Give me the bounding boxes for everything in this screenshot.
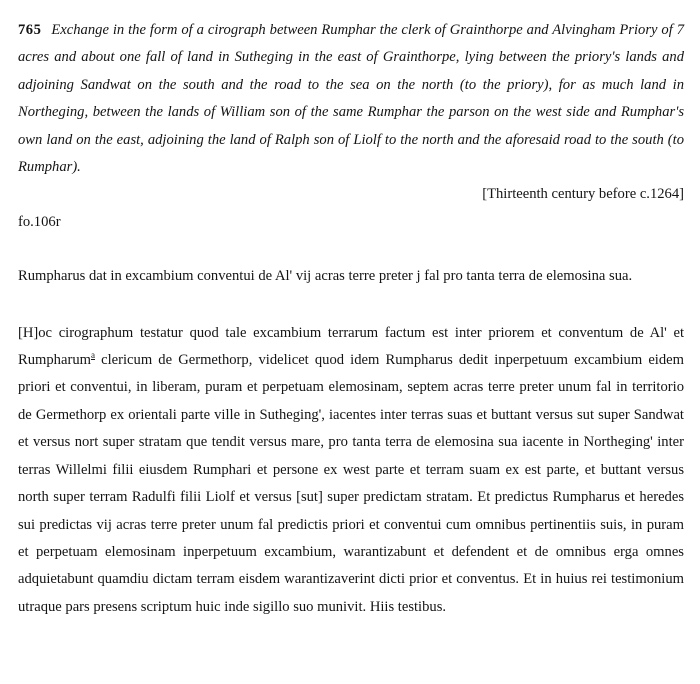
charter-text-before-note: [H]oc cirographum testatur quod tale excambium terrarum factum est inter priorem et conventum de Al' et Rumpharum xyxy=(18,324,684,369)
latin-rubric: Rumpharus dat in excambium conventui de Al' vij acras terre preter j fal pro tanta terra de elemosina sua. xyxy=(18,268,633,285)
charter-text xyxy=(18,320,684,621)
charter-text-after-note: clericum de Germethorp, videlicet quod idem Rumpharus dedit inperpetuum excambium eidem priori et conventui, in liberam, puram et perpetuam elemosinam, septem acras terre preter unum fal in territorio de Germethorp ex orientali parte ville in Sutheging', iacentes inter terras suas et buttant versus sut super Sandwat et versus nort super stratam que tendit versus mare, pro tanta terra de elemosina sua iacente in Northeging' inter terras Willelmi filii eiusdem Rumphari et persone ex west parte et terram suam ex est parte, et buttant versus north super terram Radulfi filii Liolf et versus [sut] super predictam stratam. Et predictus Rumpharus et heredes sui predictas vij acras terre preter unum fal predictis priori et conventui cum omnibus pertinentiis suis, in puram et perpetuam elemosinam inperpetuum excambium, warantizabunt et defendent et de omnibus erga omnes adquietabunt quamdiu dictam terram eisdem warantizaverint dicti prior et conventus. Et in huius rei testimonium utraque pars presens scriptum huic inde sigillo suo munivit. Hiis testibus. xyxy=(18,352,684,615)
date-attribution: [Thirteenth century before c.1264] xyxy=(482,186,684,203)
entry-number: 765 xyxy=(18,22,42,38)
headnote-text: Exchange in the form of a cirograph between Rumphar the clerk of Grainthorpe and Alvingham Priory of 7 acres and about one fall of land in Sutheging in the east of Grainthorpe, lying between the priory's lands and adjoining Sandwat on the south and the road to the sea on the north (to the priory), for as much land in Northeging, between the lands of William son of the same Rumphar the parson on the west side and Rumphar's own land on the east, adjoining the land of Ralph son of Liolf to the north and the aforesaid road to the south (to Rumphar). xyxy=(18,22,684,176)
entry-headnote xyxy=(18,17,684,181)
textual-note-marker: a xyxy=(90,350,95,361)
folio-reference: fo.106r xyxy=(18,213,61,230)
